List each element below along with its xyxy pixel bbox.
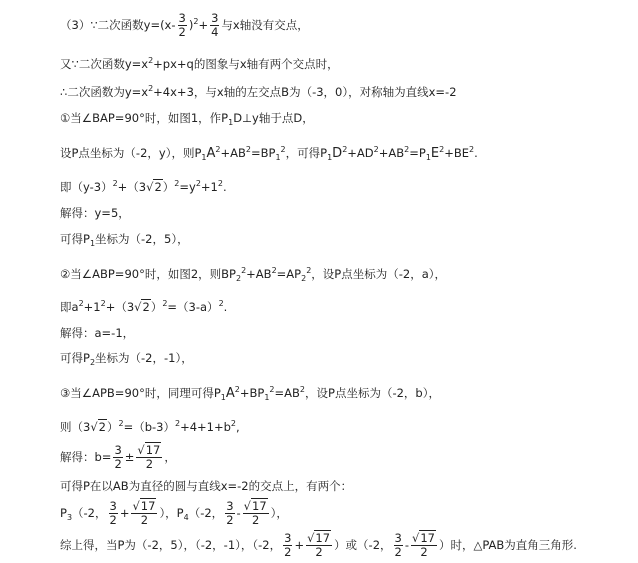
exponent: 2: [118, 419, 124, 428]
text: =AB: [274, 386, 300, 400]
exponent: 2: [230, 419, 237, 428]
exponent: 2: [78, 299, 84, 308]
text: ∴二次函数为y=x: [60, 85, 149, 99]
sqrt-expression: √17: [132, 499, 156, 513]
line-14: [60, 420, 240, 434]
radicand: 17: [252, 499, 267, 513]
text: -: [404, 538, 410, 552]
text: ）: [106, 420, 119, 434]
denominator: 2: [109, 513, 117, 527]
text: ）: [150, 300, 163, 314]
numerator: [411, 532, 437, 546]
numerator: [131, 500, 157, 514]
fraction: [113, 444, 122, 471]
text: +4x+3，与x轴的左交点B为（-3，0），对称轴为直线x=-2: [153, 85, 457, 99]
text: ①当∠BAP=90°时，如图1，作P: [60, 111, 229, 125]
text: D⊥y轴于点D，: [233, 111, 314, 125]
subscript: 1: [220, 393, 226, 402]
line-5: [60, 146, 478, 161]
line-11: [60, 326, 134, 340]
subscript: 3: [66, 513, 73, 522]
text: A: [206, 146, 216, 161]
text: .: [222, 180, 227, 194]
line-17: [60, 498, 288, 528]
text: +: [198, 18, 209, 32]
text: +AB: [378, 146, 405, 160]
exponent: 2: [193, 17, 199, 26]
text: ,: [236, 420, 240, 434]
text: 即a: [60, 300, 79, 314]
text: +1: [83, 300, 101, 314]
fraction: [225, 500, 234, 527]
exponent: 2: [174, 419, 181, 428]
fraction: [283, 532, 292, 559]
text: =AP: [276, 267, 302, 281]
text: +1: [200, 180, 218, 194]
text: P: [60, 506, 67, 520]
denominator: 4: [211, 25, 219, 39]
text: -: [236, 506, 241, 520]
exponent: 2: [148, 84, 154, 93]
text: +: [119, 506, 130, 520]
subscript: 2: [301, 274, 307, 283]
numerator: [136, 444, 162, 458]
denominator: 2: [394, 545, 402, 559]
numerator: 3: [109, 499, 117, 513]
exponent: 2: [148, 56, 154, 65]
text: =（3-a）: [167, 300, 219, 314]
text: ）时，△PAB为直角三角形.: [438, 538, 577, 552]
numerator: 3: [226, 499, 234, 513]
text: ②当∠ABP=90°时，如图2，则BP: [60, 267, 236, 281]
line-2: [60, 57, 339, 71]
text: +: [294, 538, 305, 552]
numerator: 3: [178, 11, 186, 25]
fraction: [306, 532, 332, 559]
text: 坐标为（-2，5），: [95, 232, 189, 246]
line-12: [60, 351, 193, 365]
text: 解得：y=5，: [60, 206, 130, 220]
subscript: 1: [264, 393, 270, 402]
text: 综上得，当P为（-2，5），（-2，-1），（-2，: [60, 538, 282, 552]
text: ）或（-2，: [334, 538, 392, 552]
radicand: 2: [154, 180, 162, 194]
radicand: 2: [98, 420, 106, 434]
sqrt-expression: √2: [146, 180, 162, 194]
text: 则（3: [60, 420, 91, 434]
denominator: 2: [140, 513, 149, 527]
text: E: [430, 146, 440, 161]
numerator: 3: [284, 531, 292, 545]
fraction: [411, 532, 437, 559]
fraction: [136, 444, 162, 471]
exponent: 2: [174, 179, 180, 188]
text: 设P点坐标为（-2，y），则P: [60, 146, 202, 160]
fraction: [109, 500, 118, 527]
sqrt-expression: √17: [307, 531, 331, 545]
text: 解得：b=: [60, 450, 112, 464]
exponent: 2: [299, 385, 306, 394]
sqrt-expression: √17: [137, 443, 161, 457]
denominator: 2: [145, 457, 154, 471]
text: ，设P点坐标为（-2，b），: [305, 386, 440, 400]
radicand: 17: [420, 531, 435, 545]
radicand: 17: [145, 443, 161, 457]
radicand: 17: [315, 531, 331, 545]
text: （-2，: [72, 506, 107, 520]
text: A: [225, 386, 235, 401]
fraction: [243, 500, 269, 527]
text: 可得P在以AB为直径的圆与直线x=-2的交点上，有两个：: [60, 479, 353, 493]
exponent: 2: [342, 145, 348, 154]
text: +BP: [239, 386, 265, 400]
subscript: 1: [201, 153, 207, 162]
line-1: [60, 12, 309, 39]
text: ): [188, 18, 194, 32]
line-15: [60, 442, 176, 472]
radicand: 17: [140, 499, 156, 513]
text: 与x轴没有交点，: [221, 18, 309, 32]
numerator: 3: [394, 531, 402, 545]
subscript: 1: [228, 118, 234, 127]
denominator: 2: [178, 25, 186, 39]
exponent: 2: [245, 145, 251, 154]
denominator: 2: [226, 513, 234, 527]
denominator: 2: [315, 545, 323, 559]
text: 解得：a=-1，: [60, 326, 135, 340]
text: +4+1+b: [180, 420, 231, 434]
text: =P: [409, 146, 426, 160]
numerator: [306, 532, 332, 546]
text: +BE: [444, 146, 470, 160]
exponent: 2: [241, 266, 247, 275]
subscript: 1: [89, 239, 96, 248]
line-6: [60, 180, 227, 194]
text: .: [223, 300, 228, 314]
fraction: [178, 12, 187, 39]
sqrt-expression: √17: [412, 531, 435, 545]
subscript: 2: [235, 274, 242, 283]
denominator: 2: [284, 545, 292, 559]
exponent: 2: [100, 299, 106, 308]
text: 坐标为（-2，-1），: [95, 351, 193, 365]
text: ③当∠APB=90°时，同理可得P: [60, 386, 221, 400]
text: ），P: [159, 506, 184, 520]
exponent: 2: [271, 266, 277, 275]
text: 可得P: [60, 232, 90, 246]
fraction: [131, 500, 157, 527]
exponent: 2: [195, 179, 201, 188]
exponent: 2: [404, 145, 410, 154]
text: 可得P: [60, 351, 90, 365]
exponent: 2: [218, 299, 224, 308]
numerator: 3: [211, 11, 219, 25]
subscript: 1: [425, 153, 431, 162]
exponent: 2: [215, 145, 221, 154]
line-8: [60, 232, 189, 246]
text: （-2，: [188, 506, 224, 520]
line-13: [60, 386, 440, 401]
text: +AD: [347, 146, 374, 160]
text: ±: [124, 450, 135, 464]
sqrt-expression: √2: [134, 300, 150, 314]
exponent: 2: [234, 385, 240, 394]
exponent: 2: [269, 385, 275, 394]
subscript: 1: [275, 153, 281, 162]
text: +（3: [105, 300, 135, 314]
exponent: 2: [439, 145, 445, 154]
numerator: [243, 500, 269, 514]
subscript: 4: [183, 513, 189, 522]
text: =BP: [250, 146, 276, 160]
exponent: 2: [306, 266, 312, 275]
subscript: 1: [327, 153, 333, 162]
line-9: [60, 267, 446, 281]
fraction: [210, 12, 219, 39]
text: +px+q的图象与x轴有两个交点时，: [153, 57, 339, 71]
text: ，可得P: [285, 146, 328, 160]
exponent: 2: [217, 179, 223, 188]
text: =（b-3）: [123, 420, 175, 434]
text: ），: [270, 506, 288, 520]
subscript: 2: [89, 358, 96, 367]
sqrt-expression: √2: [90, 420, 106, 434]
line-4: [60, 111, 314, 125]
text: 又∵二次函数y=x: [60, 57, 149, 71]
text: +（3: [117, 180, 147, 194]
sqrt-expression: √17: [243, 499, 267, 513]
fraction: [394, 532, 403, 559]
text: =y: [179, 180, 196, 194]
text: ，设P点坐标为（-2，a），: [311, 267, 446, 281]
text: 即（y-3）: [60, 180, 113, 194]
exponent: 2: [469, 145, 475, 154]
exponent: 2: [112, 179, 118, 188]
exponent: 2: [280, 145, 286, 154]
text: +AB: [220, 146, 246, 160]
line-10: [60, 300, 227, 314]
line-16: [60, 479, 352, 493]
line-3: [60, 85, 457, 99]
text: ，: [164, 450, 176, 464]
denominator: 2: [420, 545, 428, 559]
line-7: [60, 206, 130, 220]
numerator: 3: [114, 443, 122, 457]
exponent: 2: [162, 299, 168, 308]
denominator: 2: [114, 457, 122, 471]
text: D: [332, 146, 343, 161]
text: +AB: [246, 267, 272, 281]
line-18: [60, 530, 577, 560]
text: （3）∵二次函数y=(x-: [60, 18, 176, 32]
radicand: 2: [142, 300, 150, 314]
text: ）: [162, 180, 175, 194]
text: .: [474, 146, 478, 160]
exponent: 2: [373, 145, 379, 154]
denominator: 2: [251, 513, 260, 527]
